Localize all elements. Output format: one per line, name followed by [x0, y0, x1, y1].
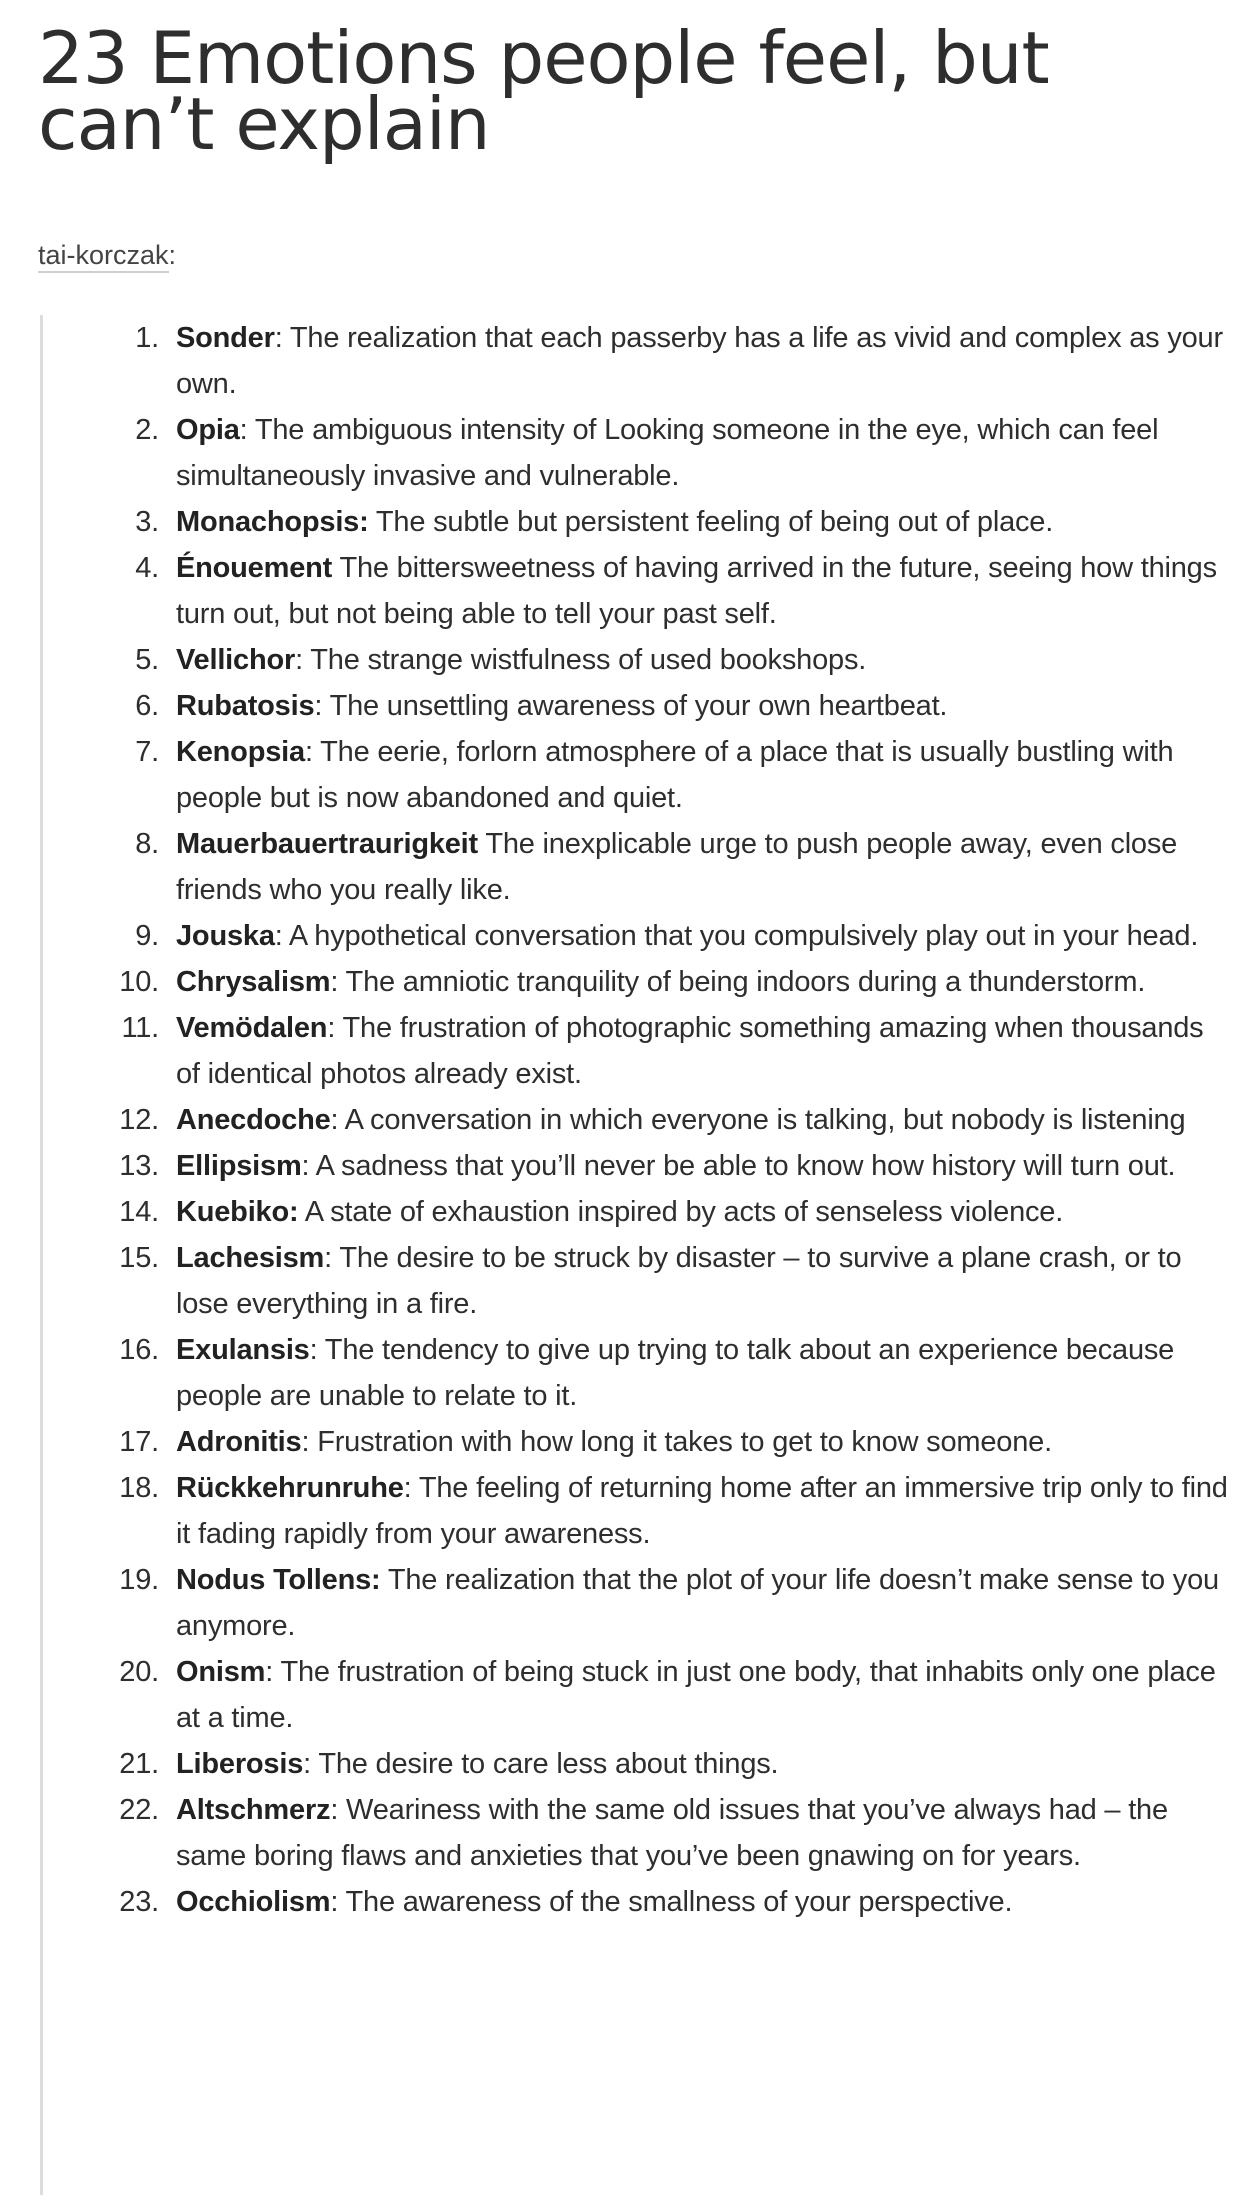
item-term: Vemödalen — [176, 1012, 328, 1044]
item-definition: The subtle but persistent feeling of being out of place. — [368, 506, 1054, 538]
item-separator: : — [330, 1886, 339, 1918]
item-term: Kenopsia — [176, 736, 305, 768]
list-item — [43, 683, 1242, 729]
item-definition: The awareness of the smallness of your perspective. — [338, 1886, 1013, 1918]
item-separator: : — [403, 1472, 412, 1504]
item-number: 17. — [119, 1426, 159, 1458]
item-separator: : — [301, 1150, 310, 1182]
item-separator: : — [309, 1334, 318, 1366]
item-definition: The realization that the plot of your life doesn’t make sense to you anymore. — [176, 1564, 1219, 1642]
item-separator: : — [330, 966, 339, 998]
item-term: Chrysalism — [176, 966, 331, 998]
list-item — [43, 315, 1242, 407]
item-separator: : — [301, 1426, 310, 1458]
item-definition: A sadness that you’ll never be able to know how history will turn out. — [309, 1150, 1176, 1182]
quoted-content — [40, 315, 1238, 2195]
list-item — [43, 499, 1242, 545]
list-item — [43, 1787, 1242, 1879]
item-separator: : — [303, 1748, 311, 1780]
item-term: Jouska — [176, 920, 275, 952]
item-separator: : — [330, 1794, 339, 1826]
item-definition: The strange wistfulness of used bookshops. — [302, 644, 867, 676]
item-term: Nodus Tollens: — [176, 1564, 381, 1596]
source-colon: : — [168, 240, 177, 270]
post-title-line-2: can’t explain — [38, 82, 490, 166]
item-number: 19. — [119, 1564, 159, 1596]
source-author-link[interactable]: tai-korczak — [38, 240, 169, 273]
item-definition: The frustration of photographic something amazing when thousands of identical photos already exist. — [176, 1012, 1204, 1090]
item-definition: The amniotic tranquility of being indoors during a thunderstorm. — [338, 966, 1146, 998]
reblog-source — [38, 240, 176, 271]
item-term: Opia — [176, 414, 240, 446]
list-item — [43, 407, 1242, 499]
item-term: Monachopsis: — [176, 506, 369, 538]
item-term: Occhiolism — [176, 1886, 331, 1918]
item-definition: The tendency to give up trying to talk about an experience because people are unable to relate to it. — [176, 1334, 1175, 1412]
item-definition: The frustration of being stuck in just one body, that inhabits only one place at a time. — [176, 1656, 1216, 1734]
item-definition: The bittersweetness of having arrived in the future, seeing how things turn out, but not being able to tell your past self. — [176, 552, 1217, 630]
item-number: 16. — [119, 1334, 159, 1366]
post-title-line-1: 23 Emotions people feel, but — [38, 16, 1049, 100]
list-item — [43, 1189, 1242, 1235]
item-definition: The desire to care less about things. — [311, 1748, 779, 1780]
list-item — [43, 959, 1242, 1005]
item-definition: A state of exhaustion inspired by acts of senseless violence. — [298, 1196, 1064, 1228]
item-separator: : — [239, 414, 248, 446]
list-item — [43, 1557, 1242, 1649]
item-separator: : — [295, 644, 303, 676]
item-term: Lachesism — [176, 1242, 325, 1274]
item-number: 23. — [119, 1886, 159, 1918]
item-term: Onism — [176, 1656, 266, 1688]
post-title — [38, 16, 1218, 166]
item-term: Adronitis — [176, 1426, 302, 1458]
list-item — [43, 1419, 1242, 1465]
item-number: 15. — [119, 1242, 159, 1274]
item-number: 8. — [135, 828, 159, 860]
item-separator: : — [274, 920, 283, 952]
item-term: Rückkehrunruhe — [176, 1472, 404, 1504]
list-item — [43, 1143, 1242, 1189]
item-number: 11. — [121, 1012, 159, 1044]
item-number: 21. — [119, 1748, 159, 1780]
item-separator: : — [324, 1242, 332, 1274]
item-number: 12. — [119, 1104, 159, 1136]
item-number: 7. — [135, 736, 159, 768]
list-item — [43, 545, 1242, 637]
item-number: 18. — [119, 1472, 159, 1504]
item-number: 1. — [135, 322, 159, 354]
item-separator: : — [327, 1012, 336, 1044]
item-number: 9. — [135, 920, 159, 952]
list-item — [43, 1649, 1242, 1741]
list-item — [43, 913, 1242, 959]
item-number: 20. — [119, 1656, 159, 1688]
item-definition: Frustration with how long it takes to get to know someone. — [309, 1426, 1052, 1458]
item-term: Ellipsism — [176, 1150, 302, 1182]
item-term: Mauerbauertraurigkeit — [176, 828, 478, 860]
item-number: 10. — [119, 966, 159, 998]
item-number: 22. — [119, 1794, 159, 1826]
emotion-list — [43, 315, 1242, 1925]
item-number: 4. — [135, 552, 159, 584]
item-term: Kuebiko: — [176, 1196, 299, 1228]
item-term: Vellichor — [176, 644, 296, 676]
item-number: 2. — [135, 414, 159, 446]
list-item — [43, 1465, 1242, 1557]
item-number: 14. — [119, 1196, 159, 1228]
item-definition: The inexplicable urge to push people away, even close friends who you really like. — [176, 828, 1178, 906]
item-separator: : — [314, 690, 323, 722]
item-term: Exulansis — [176, 1334, 310, 1366]
list-item — [43, 637, 1242, 683]
item-definition: The eerie, forlorn atmosphere of a place that is usually bustling with people but is now abandoned and quiet. — [176, 736, 1174, 814]
item-term: Liberosis — [176, 1748, 304, 1780]
item-separator: : — [265, 1656, 274, 1688]
item-separator: : — [274, 322, 283, 354]
item-definition: The desire to be struck by disaster – to survive a plane crash, or to lose everything in a fire. — [176, 1242, 1182, 1320]
item-definition: The unsettling awareness of your own heartbeat. — [322, 690, 948, 722]
item-definition: The ambiguous intensity of Looking someone in the eye, which can feel simultaneously invasive and vulnerable. — [176, 414, 1159, 492]
item-number: 5. — [135, 644, 159, 676]
item-number: 6. — [135, 690, 159, 722]
item-definition: The realization that each passerby has a life as vivid and complex as your own. — [176, 322, 1223, 400]
item-definition: A conversation in which everyone is talking, but nobody is listening — [338, 1104, 1186, 1136]
item-term: Énouement — [176, 552, 333, 584]
item-definition: The feeling of returning home after an immersive trip only to find it fading rapidly from your awareness. — [176, 1472, 1228, 1550]
item-term: Sonder — [176, 322, 275, 354]
item-term: Anecdoche — [176, 1104, 331, 1136]
item-number: 13. — [119, 1150, 159, 1182]
list-item — [43, 1879, 1242, 1925]
item-term: Rubatosis — [176, 690, 315, 722]
list-item — [43, 1327, 1242, 1419]
item-term: Altschmerz — [176, 1794, 331, 1826]
list-item — [43, 821, 1242, 913]
item-number: 3. — [135, 506, 159, 538]
list-item — [43, 1235, 1242, 1327]
list-item — [43, 1741, 1242, 1787]
item-definition: A hypothetical conversation that you compulsively play out in your head. — [282, 920, 1199, 952]
item-separator: : — [304, 736, 313, 768]
list-item — [43, 1005, 1242, 1097]
item-definition: Weariness with the same old issues that you’ve always had – the same boring flaws and anxieties that you’ve been gnawing on for years. — [176, 1794, 1168, 1872]
list-item — [43, 1097, 1242, 1143]
item-separator: : — [330, 1104, 339, 1136]
list-item — [43, 729, 1242, 821]
